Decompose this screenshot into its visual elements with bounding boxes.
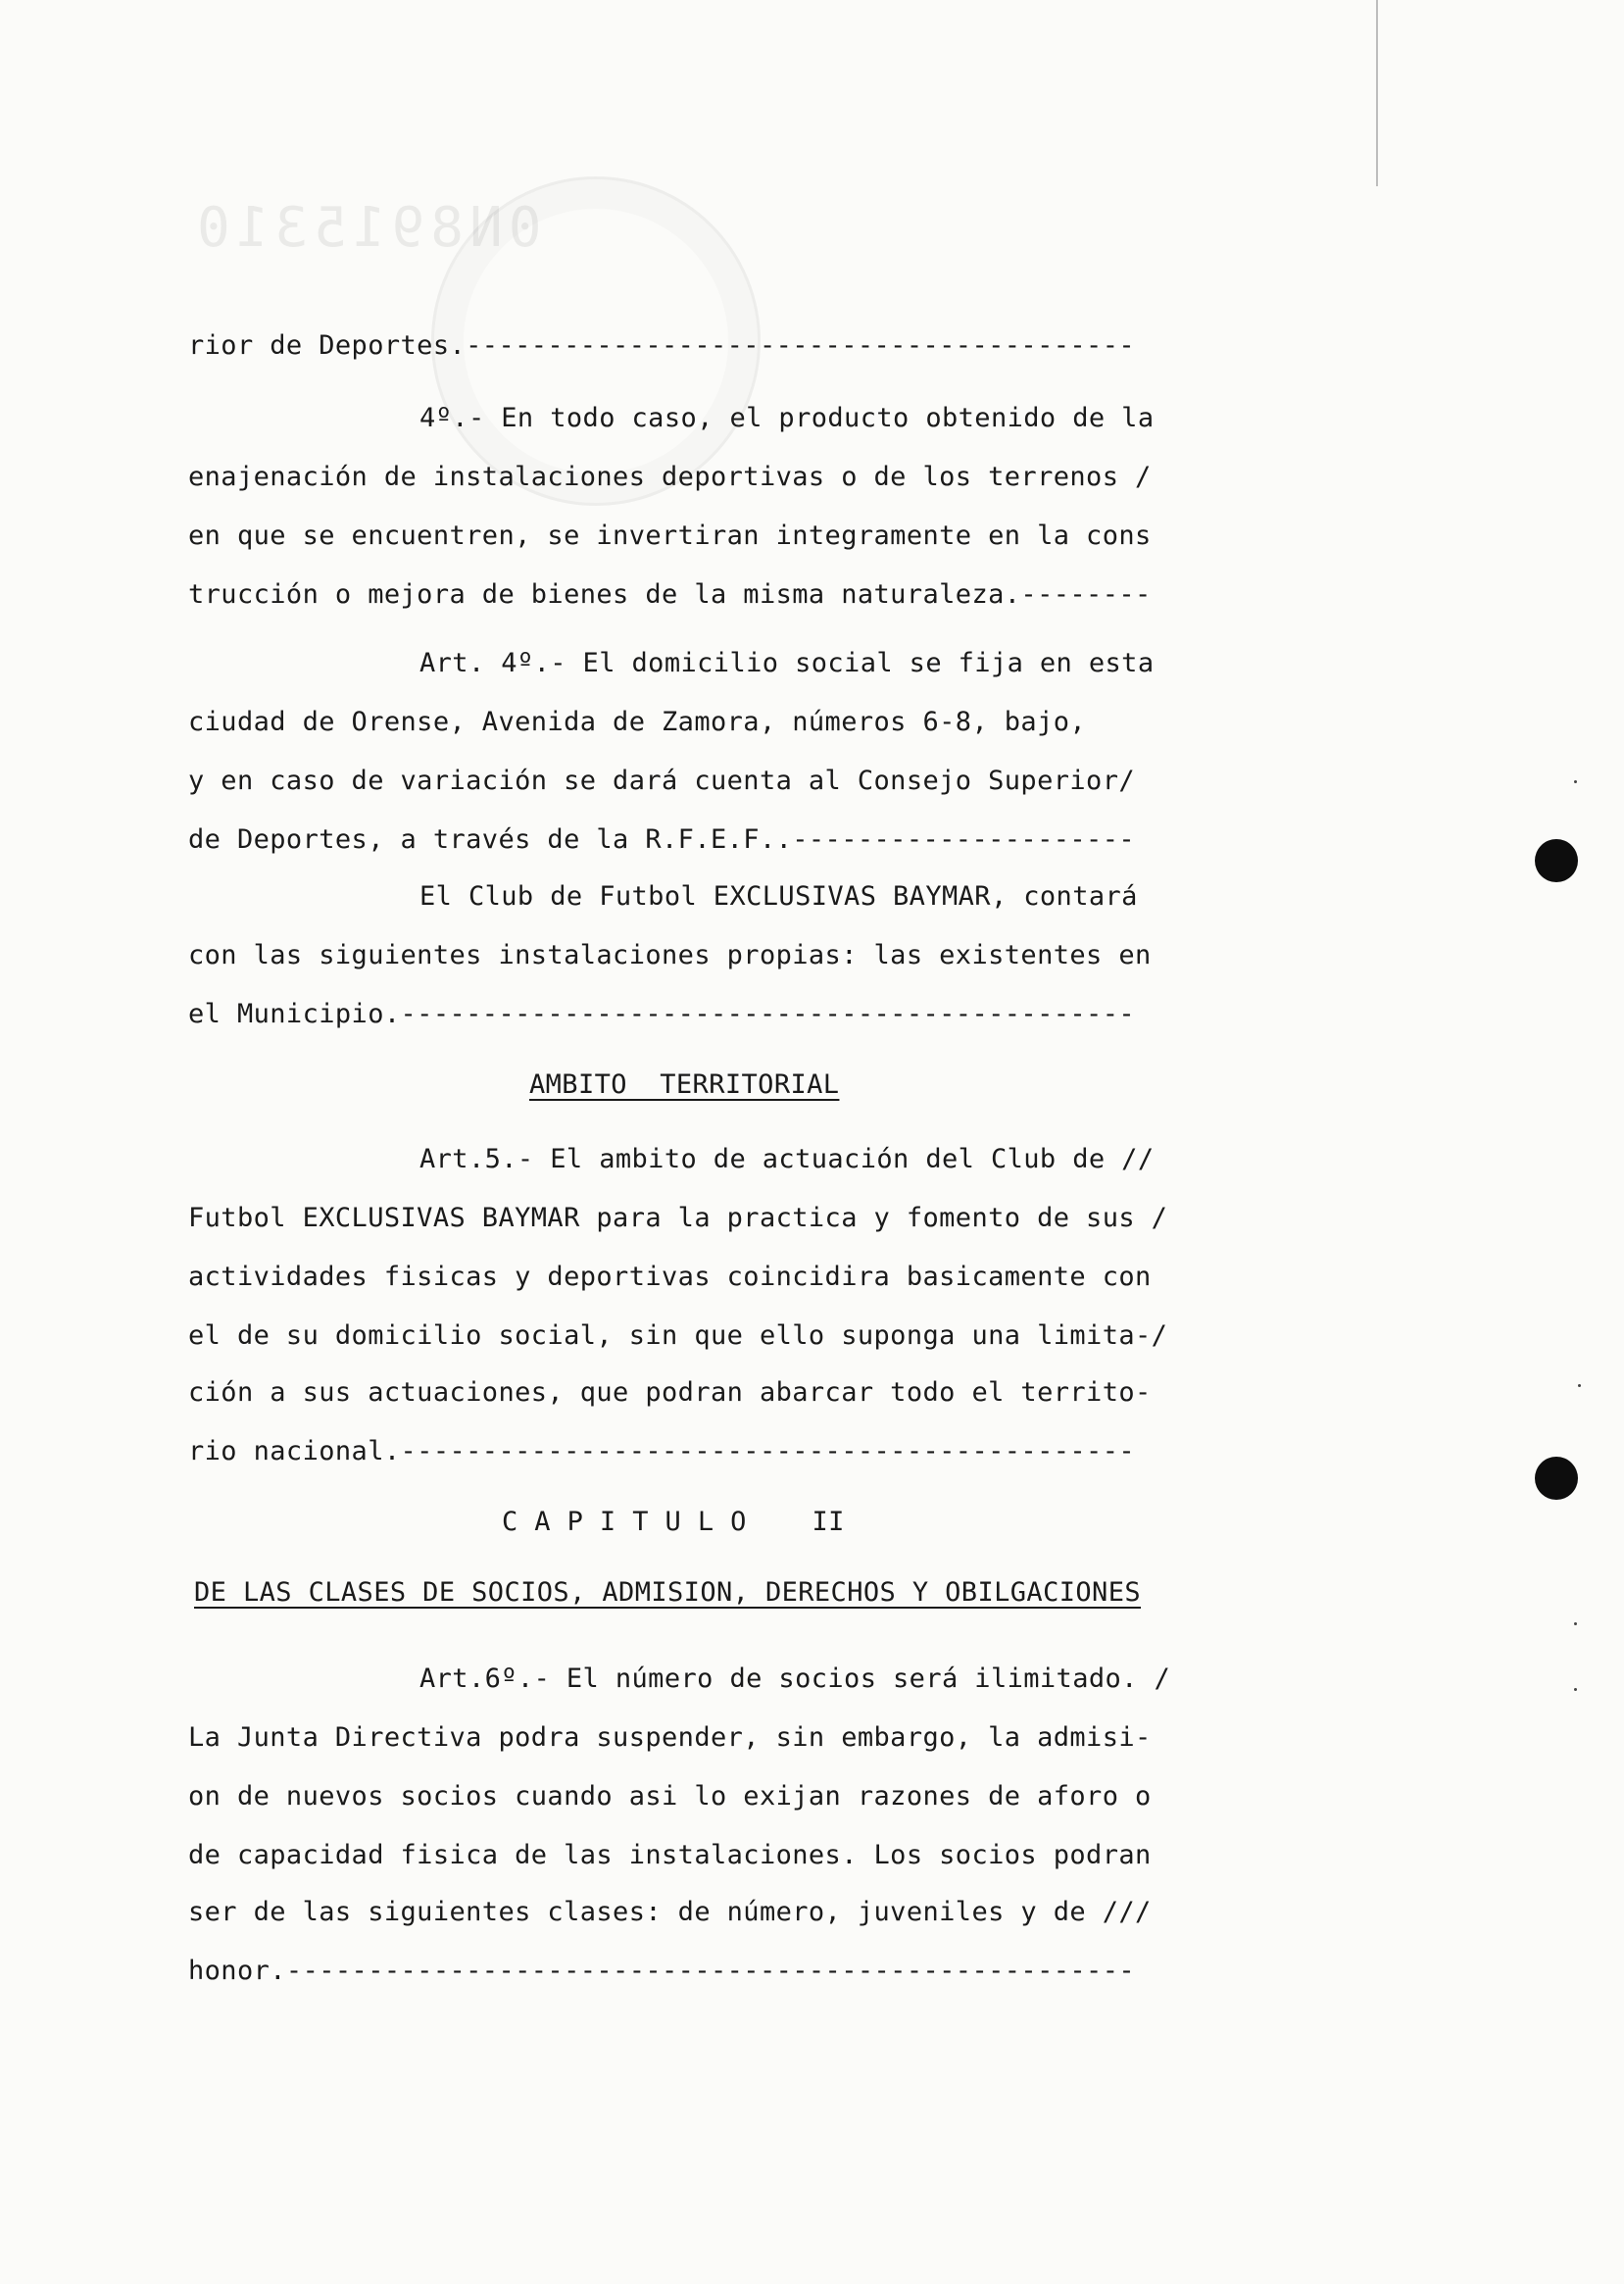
text-line-18: ción a sus actuaciones, que podran abarcar todo el territo- [188,1377,1152,1408]
text-line-9: de Deportes, a través de la R.F.E.F..--------------------- [188,824,1136,855]
text-line-3: enajenación de instalaciones deportivas o de los terrenos / [188,462,1152,492]
speck [1578,1384,1581,1387]
text-line-8: y en caso de variación se dará cuenta al Consejo Superior/ [188,766,1136,796]
text-line-7: ciudad de Orense, Avenida de Zamora, números 6-8, bajo, [188,707,1087,737]
section-heading-ambito: AMBITO TERRITORIAL [529,1069,840,1100]
text-line-11: con las siguientes instalaciones propias: las existentes en [188,940,1152,970]
text-line-14: Art.5.- El ambito de actuación del Club de // [419,1144,1155,1174]
speck [1574,1622,1577,1625]
text-line-22: Art.6º.- El número de socios será ilimitado. / [419,1663,1171,1694]
chapter-subtitle: DE LAS CLASES DE SOCIOS, ADMISION, DERECHOS Y OBILGACIONES [194,1577,1142,1608]
text-line-19: rio nacional.--------------------------------------------- [188,1436,1136,1466]
text-line-4: en que se encuentren, se invertiran integramente en la cons [188,521,1152,551]
bleed-through-serial: 0N8915310 [191,196,542,260]
text-line-5: trucción o mejora de bienes de la misma naturaleza.-------- [188,579,1152,610]
text-line-2: 4º.- En todo caso, el producto obtenido de la [419,403,1155,433]
page-edge-line [1376,0,1378,186]
text-line-26: ser de las siguientes clases: de número, juveniles y de /// [188,1897,1152,1927]
text-line-25: de capacidad fisica de las instalaciones. Los socios podran [188,1840,1152,1870]
chapter-heading: C A P I T U L O II [502,1507,845,1537]
punch-hole-icon [1535,839,1578,882]
text-line-10: El Club de Futbol EXCLUSIVAS BAYMAR, contará [419,881,1138,912]
text-line-24: on de nuevos socios cuando asi lo exijan razones de aforo o [188,1781,1152,1812]
punch-hole-icon [1535,1457,1578,1500]
text-line-27: honor.---------------------------------------------------- [188,1956,1136,1986]
text-line-16: actividades fisicas y deportivas coincidira basicamente con [188,1262,1152,1292]
text-line-6: Art. 4º.- El domicilio social se fija en esta [419,648,1155,678]
speck [1574,780,1577,783]
text-line-23: La Junta Directiva podra suspender, sin embargo, la admisi- [188,1722,1152,1753]
text-line-17: el de su domicilio social, sin que ello suponga una limita-/ [188,1320,1168,1351]
text-line-15: Futbol EXCLUSIVAS BAYMAR para la practica y fomento de sus / [188,1203,1168,1233]
text-line-12: el Municipio.--------------------------------------------- [188,999,1136,1029]
speck [1574,1688,1577,1691]
text-line-1: rior de Deportes.----------------------------------------- [188,330,1136,361]
